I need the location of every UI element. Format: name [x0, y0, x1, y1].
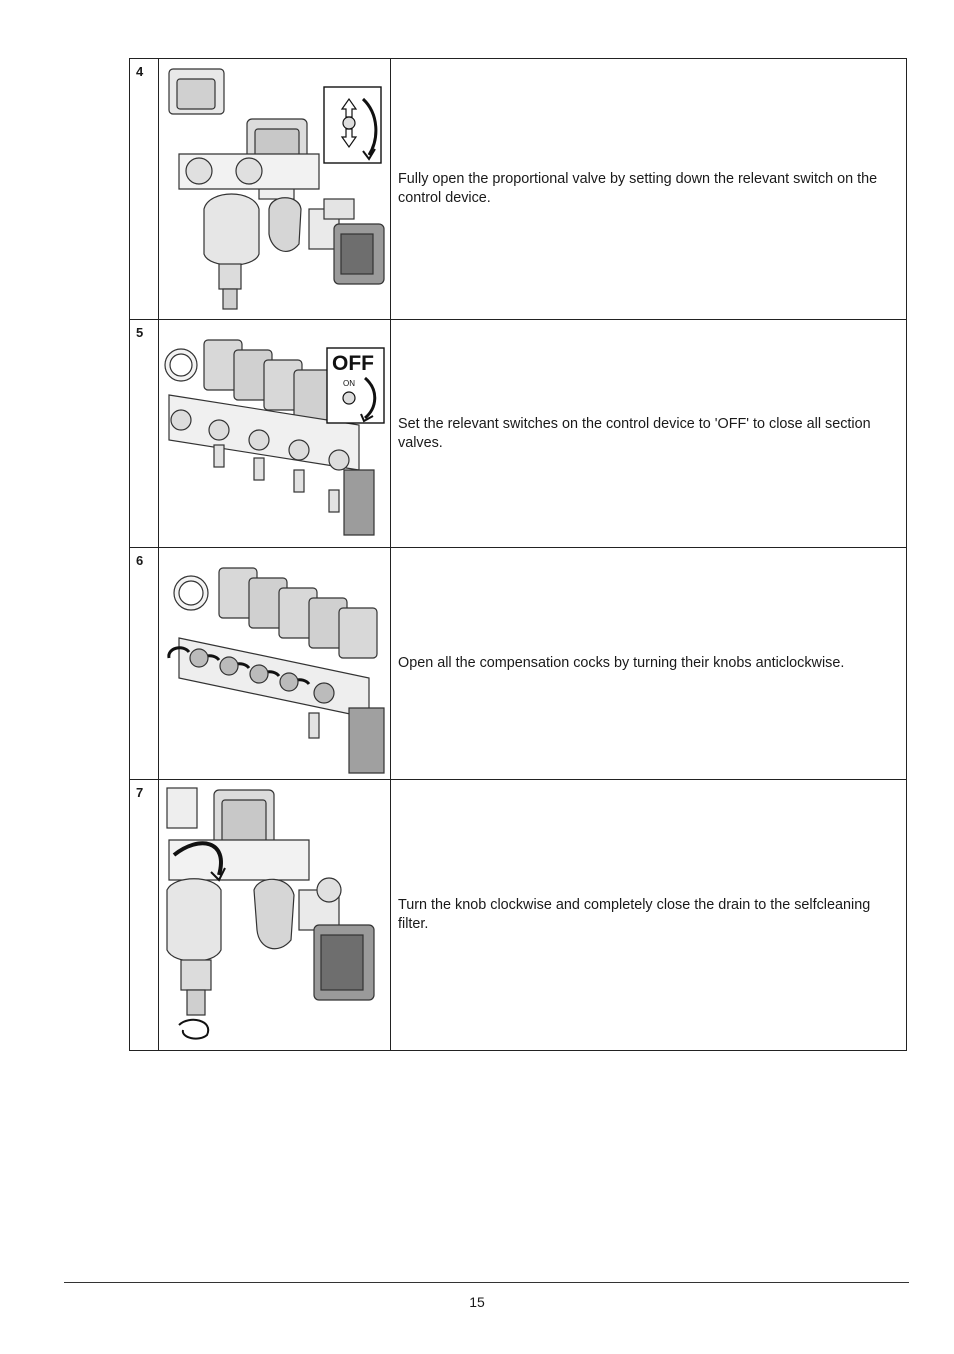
step-number-cell — [130, 59, 159, 320]
filter-drain-illustration — [159, 780, 390, 1050]
switch-off-label: OFF — [332, 352, 374, 375]
instruction-steps-table — [129, 58, 907, 1051]
step-text: Turn the knob clockwise and completely close the drain to the selfcleaning filter. — [398, 897, 871, 932]
valve-toggle-illustration — [159, 59, 390, 319]
compensation-cocks-illustration — [159, 548, 390, 779]
step-number: 7 — [136, 785, 144, 800]
step-text-cell — [391, 780, 907, 1051]
step-number-cell — [130, 548, 159, 780]
step-number: 4 — [136, 64, 144, 79]
switch-on-label: ON — [343, 379, 355, 388]
step-illustration-cell — [159, 780, 391, 1051]
step-text-cell — [391, 59, 907, 320]
step-number-cell — [130, 780, 159, 1051]
step-number: 5 — [136, 325, 144, 340]
step-text: Set the relevant switches on the control device to 'OFF' to close all section valves. — [398, 415, 871, 451]
step-row-4 — [130, 59, 907, 320]
step-row-5 — [130, 320, 907, 548]
step-number: 6 — [136, 553, 144, 568]
footer-divider — [64, 1282, 909, 1283]
page-number: 15 — [469, 1294, 485, 1310]
step-illustration-cell — [159, 548, 391, 780]
step-row-6 — [130, 548, 907, 780]
step-text-cell — [391, 548, 907, 780]
step-row-7 — [130, 780, 907, 1051]
step-text: Open all the compensation cocks by turning their knobs anticlockwise. — [398, 655, 845, 671]
step-illustration-cell — [159, 320, 391, 548]
step-number-cell — [130, 320, 159, 548]
step-text-cell — [391, 320, 907, 548]
step-illustration-cell — [159, 59, 391, 320]
step-text: Fully open the proportional valve by setting down the relevant switch on the control device. — [398, 171, 878, 206]
off-switch-illustration — [159, 320, 390, 547]
